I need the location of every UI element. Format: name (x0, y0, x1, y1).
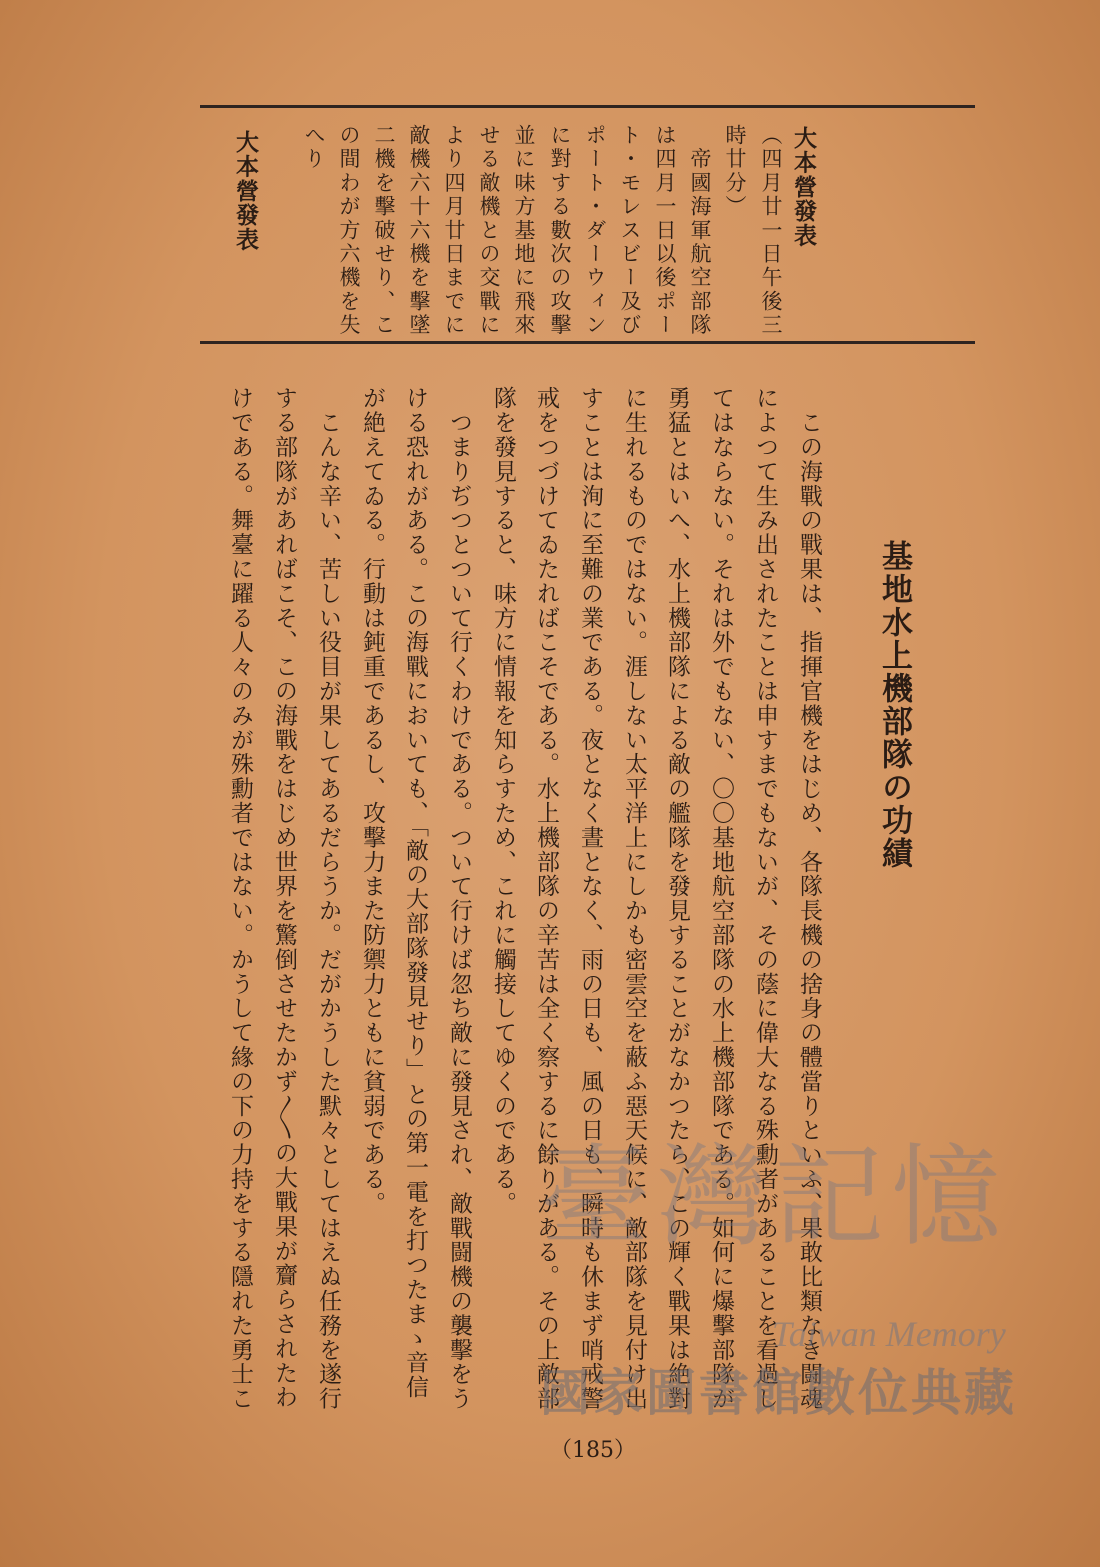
notice-heading-right: 大本營發表 (790, 126, 817, 248)
notice-line: ポート・ダーウィン (583, 124, 607, 338)
article-column: てはならない。それは外でもない、〇〇基地航空部隊の水上機部隊である。如何に爆擊部隊が (708, 386, 734, 1411)
notice-line: 敵機六十六機を擊墜 (407, 124, 431, 338)
article-column: する部隊があればこそ、この海戰をはじめ世界を驚倒させたかず〳〵の大戰果が齎らされたわ (271, 386, 297, 1410)
notice-line: 帝國海軍航空部隊 (688, 124, 712, 338)
page-number: （185） (550, 1438, 636, 1463)
notice-line: 時廿分） (723, 124, 747, 219)
watermark-logo-text: 臺灣記憶 (540, 1133, 1008, 1261)
notice-heading-left: 大本營發表 (232, 130, 259, 252)
article-column: ける恐れがある。この海戰においても、「敵の大部隊發見せり」との第一電を打つたまゝ音信 (402, 386, 428, 1400)
article-column: すことは洵に至難の業である。夜となく晝となく、雨の日も、風の日も、瞬時も休まず哨戒警 (577, 386, 603, 1411)
notice-line: 並に味方基地に飛來 (512, 124, 536, 338)
notice-line: の間わが方六機を失 (337, 124, 361, 338)
article-column: こんな辛い、苦しい役目が果してあるだらうか。だがかうした默々としてはえぬ任務を遂行 (315, 386, 341, 1411)
article-column: 隊を發見すると、味方に情報を知らすため、これに觸接してゆくのである。 (490, 386, 516, 1216)
notice-line: に對する數次の攻擊 (548, 124, 572, 338)
notice-line: 二機を擊破せり、こ (372, 124, 396, 338)
article-column: が絶えてゐる。行動は鈍重であるし、攻擊力また防禦力ともに貧弱である。 (359, 386, 385, 1216)
notice-line: より四月廿日までに (442, 124, 466, 338)
article-column: 勇猛とはいへ、水上機部隊による敵の艦隊を發見することがなかつたら、この輝く戰果は絶對 (664, 386, 690, 1411)
notice-line: ト・モレスビー及び (618, 124, 642, 338)
notice-line: （四月廿一日午後三 (759, 124, 783, 338)
article-column: つまりぢつとついて行くわけである。ついて行けば忽ち敵に發見され、敵戰闘機の襲擊をう (446, 386, 472, 1411)
article-column: によつて生み出されたことは申すまでもないが、その蔭に偉大なる殊勳者があることを看過し (752, 386, 778, 1411)
article-column: この海戰の戰果は、指揮官機をはじめ、各隊長機の捨身の體當りといふ、果敢比類なき闘魂 (796, 386, 822, 1411)
article-column: に生れるものではない。涯しない太平洋上にしかも密雲空を蔽ふ惡天候に、敵部隊を見付け出 (621, 386, 647, 1411)
article-title: 基地水上機部隊の功績 (876, 540, 912, 870)
notice-top-rule (200, 105, 975, 108)
notice-bottom-rule (200, 341, 975, 344)
watermark-english: Taiwan Memory (772, 1314, 1006, 1354)
notice-line: は四月一日以後ポー (653, 124, 677, 338)
watermark-institution: 國家圖書館數位典藏 (540, 1363, 1017, 1422)
article-column: けである。舞臺に躍る人々のみが殊勳者ではない。かうして緣の下の力持をする隱れた勇士こ (227, 386, 253, 1411)
article-column: 戒をつづけてゐたればこそである。水上機部隊の辛苦は全く察するに餘りがある。その上敵部 (533, 386, 559, 1411)
notice-line: へり (302, 124, 326, 172)
notice-line: せる敵機との交戰に (477, 124, 501, 338)
